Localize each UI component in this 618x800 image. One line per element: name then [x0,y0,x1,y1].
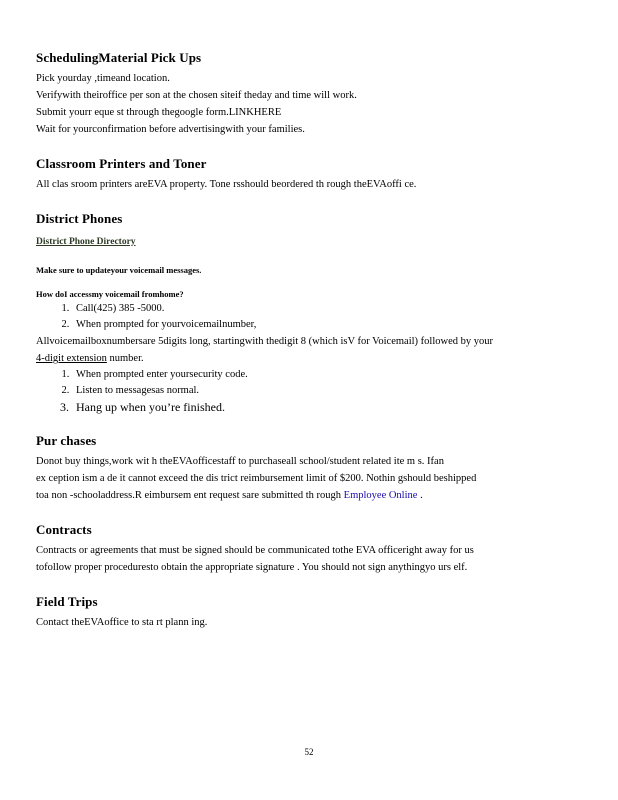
numbers-line-end: number. [106,353,144,364]
section-phones [36,211,596,415]
voicemail-numbers-line-2 [36,350,596,367]
text-line: Wait for yourconfirmation before advertisingwith your families. [36,124,305,135]
heading-phones: District Phones [36,211,123,226]
heading-printers: Classroom Printers and Toner [36,156,207,171]
extension-underlined: 4-digit extension [36,353,107,364]
voicemail-numbers-line [36,333,596,350]
section-contracts [36,522,596,576]
list-item: 1. Call(425) 385 -5000. [72,301,596,317]
section-scheduling [36,50,596,138]
text-line: Submit yourr eque st through thegoogle form.LINKHERE [36,107,282,118]
heading-scheduling: SchedulingMaterial Pick Ups [36,50,202,65]
heading-field-trips: Field Trips [36,594,98,609]
text-line: Pick yourday ,timeand location. [36,73,170,84]
text-line: All clas sroom printers areEVA property. Tone rsshould beordered th rough theEVAoffi ce. [36,179,417,190]
section-purchases [36,433,596,504]
heading-contracts: Contracts [36,522,92,537]
text-line: ex ception ism a de it cannot exceed the dis trict reimbursement limit of $200. Nothin gshould beshipped [36,473,477,484]
voicemail-update-note: Make sure to updateyour voicemail messages. [36,265,202,275]
text-line [36,487,596,504]
spacer [36,249,596,263]
section-printers [36,156,596,193]
page-number: 52 [304,747,314,757]
document-page [36,50,596,649]
voicemail-steps-b [36,367,596,415]
text-line: Contact theEVAoffice to sta rt plann ing. [36,617,208,628]
district-phone-directory-link[interactable]: District Phone Directory [36,237,136,247]
voicemail-question: How doI accessmy voicemail fromhome? [36,289,184,299]
list-item: 1. When prompted enter yoursecurity code. [72,367,596,383]
text-line: Donot buy things,work wit h theEVAofficestaff to purchaseall school/student related ite m s. Ifan [36,456,444,467]
list-item: 2. When prompted for yourvoicemailnumber, [72,317,596,333]
spacer [36,277,596,287]
list-item: 3. Hang up when you’re finished. [72,399,596,415]
numbers-line-start: Allvoicemailboxnumbersare 5digits long, startingwith thedigit 8 (which isV for Voicemail) followed by your [36,336,493,347]
voicemail-steps-a [36,301,596,333]
text-line: Verifywith theiroffice per son at the chosen siteif theday and time will work. [36,90,357,101]
list-item: 2. Listen to messagesas normal. [72,383,596,399]
purchases-line3-end: . [417,490,423,501]
text-line: Contracts or agreements that must be signed should be communicated tothe EVA officeright away for us [36,545,474,556]
section-field-trips [36,594,596,631]
employee-online-link[interactable]: Employee Online [343,490,418,501]
text-line: tofollow proper proceduresto obtain the appropriate signature . You should not sign anythingyo urs elf. [36,562,468,573]
heading-purchases: Pur chases [36,433,97,448]
purchases-line3-text: toa non -schooladdress.R eimbursem ent request sare submitted th rough [36,490,344,501]
